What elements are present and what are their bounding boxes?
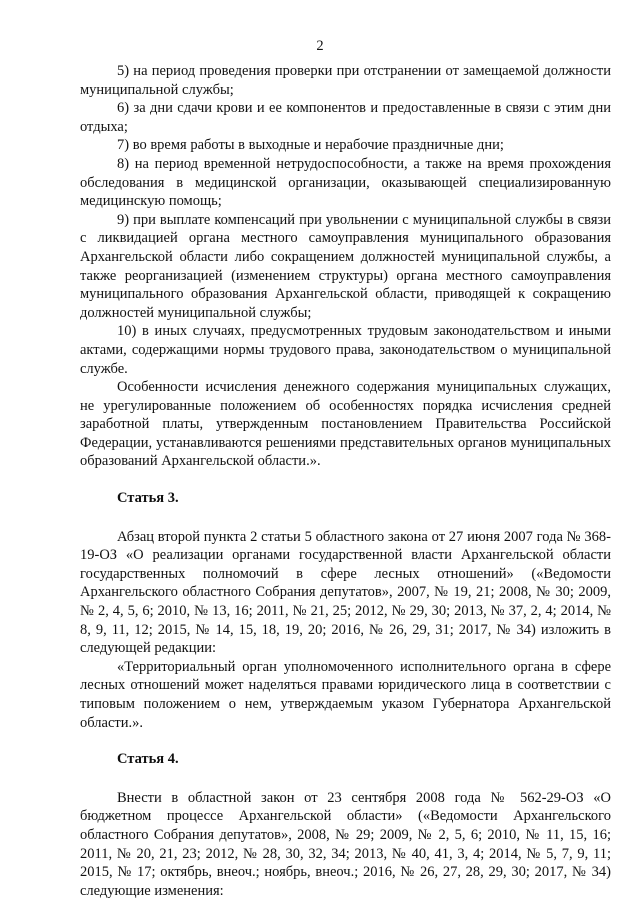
paragraph-item-7: 7) во время работы в выходные и нерабочие праздничные дни;: [117, 137, 504, 154]
article-3-paragraph: Абзац второй пункта 2 статьи 5 областного закона от 27 июня 2007 года № 368-19-ОЗ «О реализации органами государственной власти Архангельской области государственных полномочий в сфере лесных отношений» («Ведомости Архангельского областного Собрания депутатов», 2007, № 19, 21; 2008, № 30; 2009, № 2, 4, 5, 6; 2010, № 13, 16; 2011, № 21, 25; 2012, № 29, 30; 2013, № 37, 2, 4; 2014, № 8, 9, 11, 12; 2015, № 14, 15, 18, 19, 20; 2016, № 26, 29, 31; 2017, № 34) изложить в следующей редакции:: [80, 528, 611, 657]
document-body: [80, 62, 611, 900]
article-3-heading: Статья 3.: [117, 490, 179, 507]
paragraph-item-9: 9) при выплате компенсаций при увольнении с муниципальной службы в связи с ликвидацией органа местного самоуправления муниципального образования Архангельской области либо сокращением должностей муниципальной службы, а также реорганизацией (изменением структуры) органа местного самоуправления муниципального образования Архангельской области, приводящей к сокращению должностей муниципальной службы;: [80, 211, 611, 321]
article-4-heading: Статья 4.: [117, 751, 179, 768]
article-4-paragraph: Внести в областной закон от 23 сентября 2008 года № 562-29-ОЗ «О бюджетном процессе Архангельской области» («Ведомости Архангельского областного Собрания депутатов», 2008, № 29; 2009, № 2, 5, 6; 2010, № 11, 15, 16; 2011, № 20, 21, 23; 2012, № 28, 30, 32, 34; 2013, № 40, 41, 3, 4; 2014, № 5, 7, 9, 11; 2015, № 17; октябрь, внеоч.; ноябрь, внеоч.; 2016, № 26, 27, 28, 29, 30; 2017, № 34) следующие изменения:: [80, 789, 611, 899]
article-3-quote: «Территориальный орган уполномоченного исполнительного органа в сфере лесных отношений может наделяться правами юридического лица в соответствии с типовым положением о нем, утверждаемым указом Губернатора Архангельской области.».: [80, 658, 611, 731]
paragraph-item-6: 6) за дни сдачи крови и ее компонентов и предоставленные в связи с этим дни отдыха;: [80, 100, 611, 135]
paragraph-item-8: 8) на период временной нетрудоспособности, а также на время прохождения обследования в медицинской организации, оказывающей специализированную медицинскую помощь;: [80, 155, 611, 210]
paragraph-features: Особенности исчисления денежного содержания муниципальных служащих, не урегулированные положением об особенностях порядка исчисления средней заработной платы, утвержденным постановлением Правительства Российской Федерации, устанавливаются решениями представительных органов муниципальных образований Архангельской области.».: [80, 379, 611, 470]
paragraph-item-5: 5) на период проведения проверки при отстранении от замещаемой должности муниципальной службы;: [80, 63, 611, 98]
paragraph-item-10: 10) в иных случаях, предусмотренных трудовым законодательством и иными актами, содержащими нормы трудового права, законодательством о муниципальной службе.: [80, 323, 611, 377]
page-number: 2: [316, 38, 324, 54]
